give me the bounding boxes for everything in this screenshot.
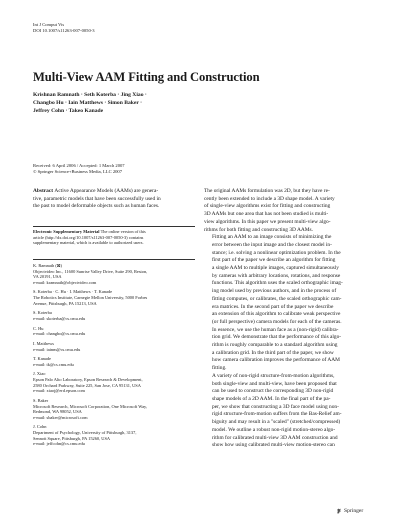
affiliation-line: C. Hu bbox=[33, 325, 44, 331]
body-line: view algorithms. In this paper we present multi-view algo- bbox=[204, 218, 331, 225]
body-line: Fitting an AAM to an image consists of minimizing the bbox=[212, 234, 332, 241]
body-line: shape models of a 2D AAM. In the final part of the pa- bbox=[212, 395, 331, 402]
affiliation-line: Objectvideo Inc., 11600 Sunrise Valley Drive, Suite 290, Reston, bbox=[33, 268, 148, 274]
email-address: e-mail: skoterba@cs.cmu.edu bbox=[33, 315, 86, 321]
esm-line: supplementary material, which is available to authorized users. bbox=[33, 240, 144, 246]
affiliations bbox=[33, 263, 195, 451]
affiliation-line: Department of Psychology, University of Pittsburgh, 3137, bbox=[33, 430, 137, 435]
body-line: (or full perspective) camera models for each of the cameras. bbox=[212, 318, 342, 325]
affiliation-line: Sennott Square, Pittsburgh, PA 15260, USA bbox=[33, 435, 111, 441]
body-line: tion grid. We demonstrate that the performance of this algo- bbox=[212, 334, 342, 341]
affiliation-line: I. Matthews bbox=[33, 340, 54, 346]
affiliation-line: 2580 Orchard Parkway, Suite 225, San Jose, CA 95131, USA bbox=[33, 382, 141, 388]
affiliation-line: T. Kanade bbox=[33, 356, 51, 362]
email-address: e-mail: xiaoj@erd.epson.com bbox=[33, 388, 85, 394]
author-line: Changbo Hu · Iain Matthews · Simon Baker · bbox=[33, 100, 142, 106]
body-line: rithm for calibrated multi-view 3D AAM construction and bbox=[212, 434, 338, 441]
body-line: The original AAMs formulation was 2D, but they have re- bbox=[204, 188, 330, 194]
body-line: era matrices. In the second part of the paper we describe bbox=[212, 303, 334, 310]
body-line: fitting computes, or calibrates, the scaled orthographic cam- bbox=[212, 295, 342, 302]
affiliation-divider bbox=[33, 259, 195, 260]
body-line: ing model used by previous authors, and in the process of bbox=[212, 288, 337, 295]
body-line: biguity and may result in a "scaled" (stretched/compressed) bbox=[212, 419, 341, 426]
footnote-divider bbox=[33, 226, 195, 227]
email-address: e-mail: kramnath@objectvideo.com bbox=[33, 279, 97, 285]
body-line: how camera calibration improves the performance of AAM bbox=[212, 357, 340, 364]
email-address: e-mail: sbaker@microsoft.com bbox=[33, 414, 88, 420]
body-line: rithms for both fitting and constructing 3D AAMs. bbox=[204, 226, 314, 233]
body-line: show how using calibrated multi-view motion-stereo can bbox=[212, 442, 335, 449]
body-line: a single AAM to multiple images, captured simultaneously bbox=[212, 265, 339, 272]
abstract-line: Active Appearance Models (AAMs) are genera- bbox=[54, 188, 159, 194]
body-line: A variety of non-rigid structure-from-motion algorithms, bbox=[212, 372, 335, 379]
abstract-line: the past to model deformable objects such as human faces. bbox=[33, 203, 160, 210]
body-line: an extension of this algorithm to calibrate weak perspective bbox=[212, 311, 341, 318]
body-line: cently been extended to include a 3D shape model. A variety bbox=[204, 195, 335, 202]
journal-header bbox=[33, 22, 95, 34]
received-date: Received: 6 April 2006 / Accepted: 1 March 2007 bbox=[33, 163, 125, 168]
body-line: per, we show that constructing a 3D face model using non- bbox=[212, 403, 339, 410]
body-paragraph bbox=[204, 234, 368, 373]
body-text-column bbox=[204, 188, 368, 450]
esm-line: article (http://dx.doi.org/10.1007/s11263-007-0050-3) contains bbox=[33, 234, 144, 240]
body-line: of single-view algorithms exist for fitting and constructing bbox=[204, 203, 331, 210]
body-line: rithm is roughly comparable to a standard algorithm using bbox=[212, 342, 338, 349]
affiliation-line: Avenue, Pittsburgh, PA 15213, USA bbox=[33, 300, 97, 306]
email-address: e-mail: changbo@cs.cmu.edu bbox=[33, 331, 86, 337]
body-paragraph bbox=[204, 373, 368, 450]
email-address: e-mail: iainm@cs.cmu.edu bbox=[33, 346, 81, 352]
author-line: Jeffrey Cohn · Takeo Kanade bbox=[33, 108, 104, 114]
affiliation-block bbox=[33, 398, 195, 420]
affiliation-line: S. Koterba bbox=[33, 310, 52, 316]
affiliation-line: J. Cohn bbox=[33, 424, 47, 430]
affiliation-line: The Robotics Institute, Carnegie Mellon University, 5000 Forbes bbox=[33, 295, 148, 301]
abstract bbox=[33, 188, 195, 211]
affiliation-block bbox=[33, 356, 195, 367]
body-line: functions. This algorithm uses the scaled orthographic imag- bbox=[212, 280, 343, 287]
affiliation-block bbox=[33, 341, 195, 352]
affiliation-block bbox=[33, 310, 195, 321]
body-line: In essence, we use the human face as a (non-rigid) calibra- bbox=[212, 326, 339, 333]
affiliation-block bbox=[33, 263, 195, 285]
paper-title: Multi-View AAM Fitting and Construction bbox=[33, 70, 260, 84]
affiliation-block bbox=[33, 424, 195, 446]
affiliation-line: Microsoft Research, Microsoft Corporation, One Microsoft Way, bbox=[33, 403, 148, 409]
affiliation-block bbox=[33, 326, 195, 337]
publisher-logo bbox=[336, 508, 363, 514]
abstract-heading: Abstract bbox=[33, 188, 54, 194]
esm-line: The online version of this bbox=[100, 229, 146, 234]
affiliation-line: S. Baker bbox=[33, 397, 49, 403]
springer-horse-icon bbox=[336, 508, 342, 514]
body-line: a calibration grid. In the third part of the paper, we show bbox=[212, 349, 334, 356]
affiliation-line: S. Koterba · C. Hu · I. Matthews · T. Kanade bbox=[33, 289, 113, 295]
body-line: model. We outline a robust non-rigid motion-stereo algo- bbox=[212, 426, 336, 433]
body-line: rigid structure-from-motion suffers from the Bas-Relief am- bbox=[212, 411, 342, 418]
affiliation-line: J. Xiao bbox=[33, 371, 46, 377]
journal-doi: DOI 10.1007/s11263-007-0050-3 bbox=[33, 27, 95, 33]
affiliation-line: K. Ramnath (⊠) bbox=[33, 263, 62, 268]
body-line: error between the input image and the closest model in- bbox=[212, 241, 332, 248]
affiliation-line: Epson Palo Alto Laboratory, Epson Research & Development, bbox=[33, 377, 143, 383]
affiliation-line: VA 20191, USA bbox=[33, 274, 62, 280]
email-address: e-mail: tk@cs.cmu.edu bbox=[33, 361, 74, 367]
abstract-line: tive, parametric models that have been successfully used in bbox=[33, 195, 161, 202]
affiliation-block bbox=[33, 289, 195, 306]
body-line: both single-view and multi-view, have been proposed that bbox=[212, 380, 337, 387]
body-line: first part of the paper we describe an algorithm for fitting bbox=[212, 257, 336, 264]
supplementary-material-note bbox=[33, 229, 195, 246]
esm-heading: Electronic Supplementary Material bbox=[33, 229, 100, 234]
author-line: Krishnan Ramnath · Seth Koterba · Jing Xiao · bbox=[33, 92, 147, 98]
publication-dates bbox=[33, 163, 125, 175]
affiliation-line: Redmond, WA 98052, USA bbox=[33, 409, 82, 415]
publisher-name: Springer bbox=[344, 508, 364, 514]
body-line: by cameras with arbitrary locations, rotations, and response bbox=[212, 272, 341, 279]
author-list bbox=[33, 91, 203, 115]
email-address: e-mail: jeffcohn@cs.cmu.edu bbox=[33, 441, 85, 447]
body-line: fitting. bbox=[212, 365, 227, 372]
body-line: 3D AAMs but one area that has not been studied is multi- bbox=[204, 211, 329, 218]
body-line: can be used to construct the corresponding 3D non-rigid bbox=[212, 388, 334, 395]
body-line: stance; i.e. solving a nonlinear optimization problem. In the bbox=[212, 249, 341, 256]
journal-name: Int J Comput Vis bbox=[33, 22, 65, 27]
body-paragraph bbox=[204, 188, 368, 234]
copyright-notice: © Springer Science+Business Media, LLC 2007 bbox=[33, 169, 123, 174]
affiliation-block bbox=[33, 371, 195, 393]
